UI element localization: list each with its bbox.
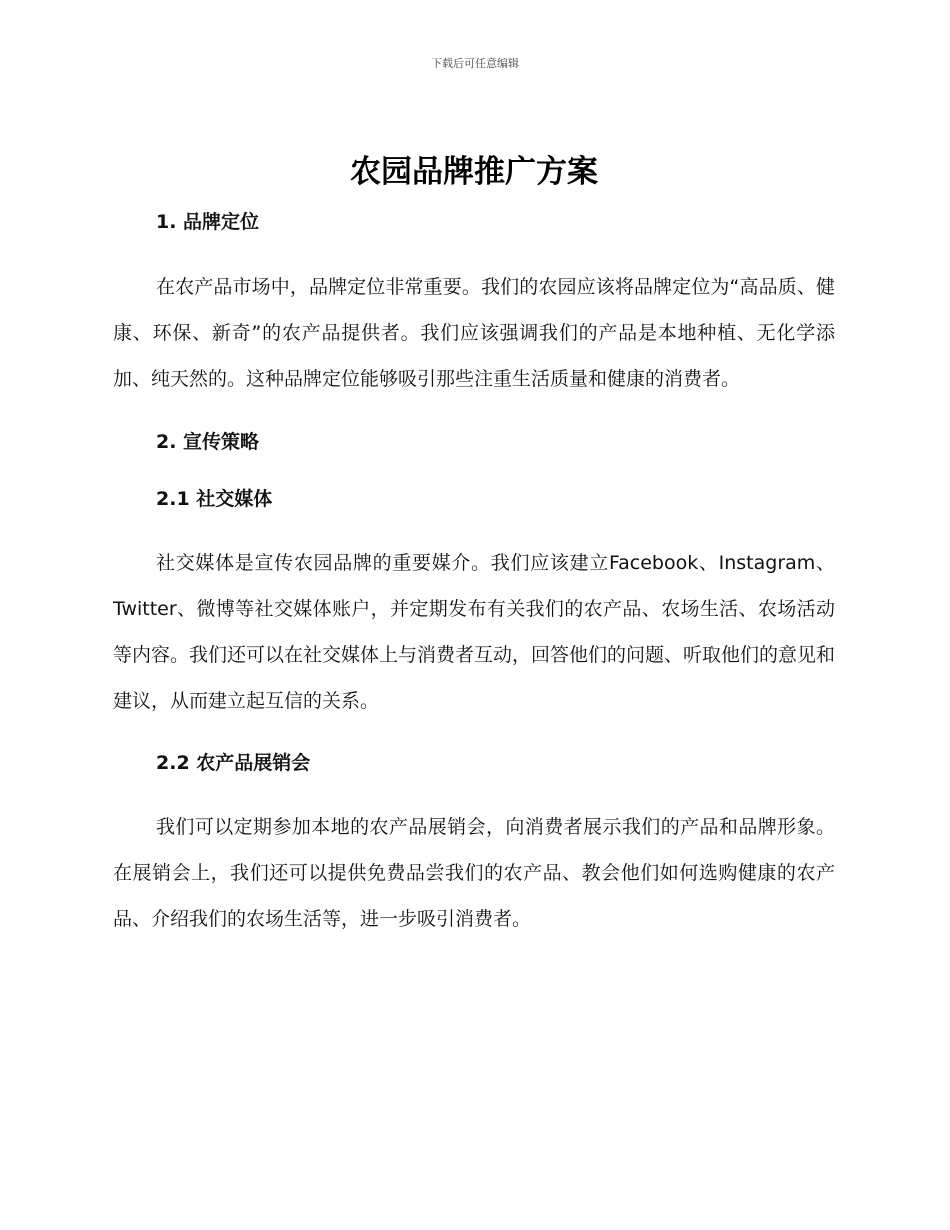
document-title: 农园品牌推广方案: [350, 154, 598, 190]
section-heading-trade-fair: 2.2 农产品展销会: [156, 752, 311, 774]
section-heading-promotion-strategy: 2. 宣传策略: [156, 431, 260, 453]
section-heading-social-media: 2.1 社交媒体: [156, 488, 273, 510]
document-body: [113, 148, 835, 942]
section-heading-brand-positioning: 1. 品牌定位: [156, 211, 260, 233]
section-paragraph-social-media: 社交媒体是宣传农园品牌的重要媒介。我们应该建立Facebook、Instagram、Twitter、微博等社交媒体账户，并定期发布有关我们的农产品、农场生活、农场活动等内容。我们还可以在社交媒体上与消费者互动，回答他们的问题、听取他们的意见和建议，从而建立起互信的关系。: [113, 552, 836, 712]
section-paragraph-brand-positioning: 在农产品市场中，品牌定位非常重要。我们的农园应该将品牌定位为“高品质、健康、环保、新奇”的农产品提供者。我们应该强调我们的产品是本地种植、无化学添加、纯天然的。这种品牌定位能够吸引那些注重生活质量和健康的消费者。: [113, 276, 835, 390]
page-header-note: 下载后可任意编辑: [431, 57, 519, 70]
section-paragraph-trade-fair: 我们可以定期参加本地的农产品展销会，向消费者展示我们的产品和品牌形象。在展销会上，我们还可以提供免费品尝我们的农产品、教会他们如何选购健康的农产品、介绍我们的农场生活等，进一步吸引消费者。: [113, 816, 835, 930]
